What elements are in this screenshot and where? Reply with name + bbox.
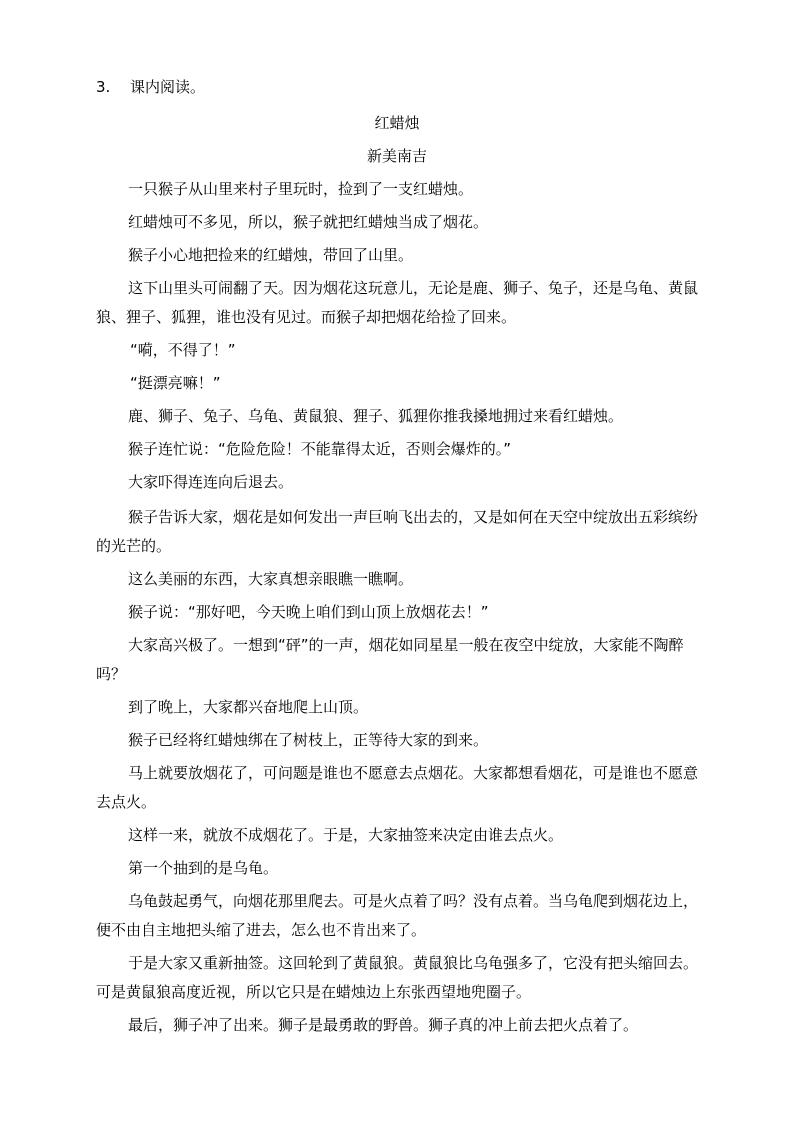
paragraph-4: 这下山里头可闹翻了天。因为烟花这玩意儿，无论是鹿、狮子、兔子，还是乌龟、黄鼠狼、狸子、狐狸，谁也没有见过。而猴子却把烟花给捡了回来。 [96, 279, 699, 326]
paragraph-11: 这么美丽的东西，大家真想亲眼瞧一瞧啊。 [128, 570, 414, 588]
paragraph-1: 一只猴子从山里来村子里玩时，捡到了一支红蜡烛。 [128, 180, 474, 198]
paragraph-3: 猴子小心地把捡来的红蜡烛，带回了山里。 [128, 246, 414, 264]
paragraph-14: 到了晚上，大家都兴奋地爬上山顶。 [128, 698, 369, 716]
paragraph-17: 这样一来，就放不成烟花了。于是，大家抽签来决定由谁去点火。 [128, 826, 564, 844]
paragraph-13: 大家高兴极了。一想到“砰”的一声，烟花如同星星一般在夜空中绽放，大家能不陶醉吗？ [96, 636, 684, 683]
paragraph-2: 红蜡烛可不多见，所以，猴子就把红蜡烛当成了烟花。 [128, 213, 489, 231]
paragraph-8: 猴子连忙说：“危险危险！不能靠得太近，否则会爆炸的。” [128, 440, 512, 458]
paragraph-5: “嗬，不得了！” [130, 341, 236, 359]
question-number: 3. [96, 78, 111, 96]
paragraph-19: 乌龟鼓起勇气，向烟花那里爬去。可是火点着了吗？没有点着。当乌龟爬到烟花边上，便不由自主地把头缩了进去，怎么也不肯出来了。 [96, 892, 699, 939]
paragraph-20: 于是大家又重新抽签。这回轮到了黄鼠狼。黄鼠狼比乌龟强多了，它没有把头缩回去。可是黄鼠狼高度近视，所以它只是在蜡烛边上东张西望地兜圈子。 [96, 954, 699, 1001]
paragraph-16: 马上就要放烟花了，可问题是谁也不愿意去点烟花。大家都想看烟花，可是谁也不愿意去点火。 [96, 764, 699, 811]
paragraph-7: 鹿、狮子、兔子、乌龟、黄鼠狼、狸子、狐狸你推我搡地拥过来看红蜡烛。 [128, 407, 624, 425]
paragraph-15: 猴子已经将红蜡烛绑在了树枝上，正等待大家的到来。 [128, 731, 489, 749]
paragraph-9: 大家吓得连连向后退去。 [128, 473, 294, 491]
paragraph-18: 第一个抽到的是乌龟。 [128, 859, 279, 877]
question-heading [96, 77, 205, 97]
paragraph-6: “挺漂亮嘛！” [130, 374, 221, 392]
paragraph-12: 猴子说：“那好吧，今天晚上咱们到山顶上放烟花去！” [128, 603, 489, 621]
story-author: 新美南吉 [366, 147, 427, 165]
paragraph-10: 猴子告诉大家，烟花是如何发出一声巨响飞出去的，又是如何在天空中绽放出五彩缤纷的光芒的。 [96, 508, 699, 555]
paragraph-21: 最后，狮子冲了出来。狮子是最勇敢的野兽。狮子真的冲上前去把火点着了。 [128, 1016, 639, 1034]
question-label: 课内阅读。 [130, 78, 206, 96]
story-title: 红蜡烛 [374, 114, 420, 132]
